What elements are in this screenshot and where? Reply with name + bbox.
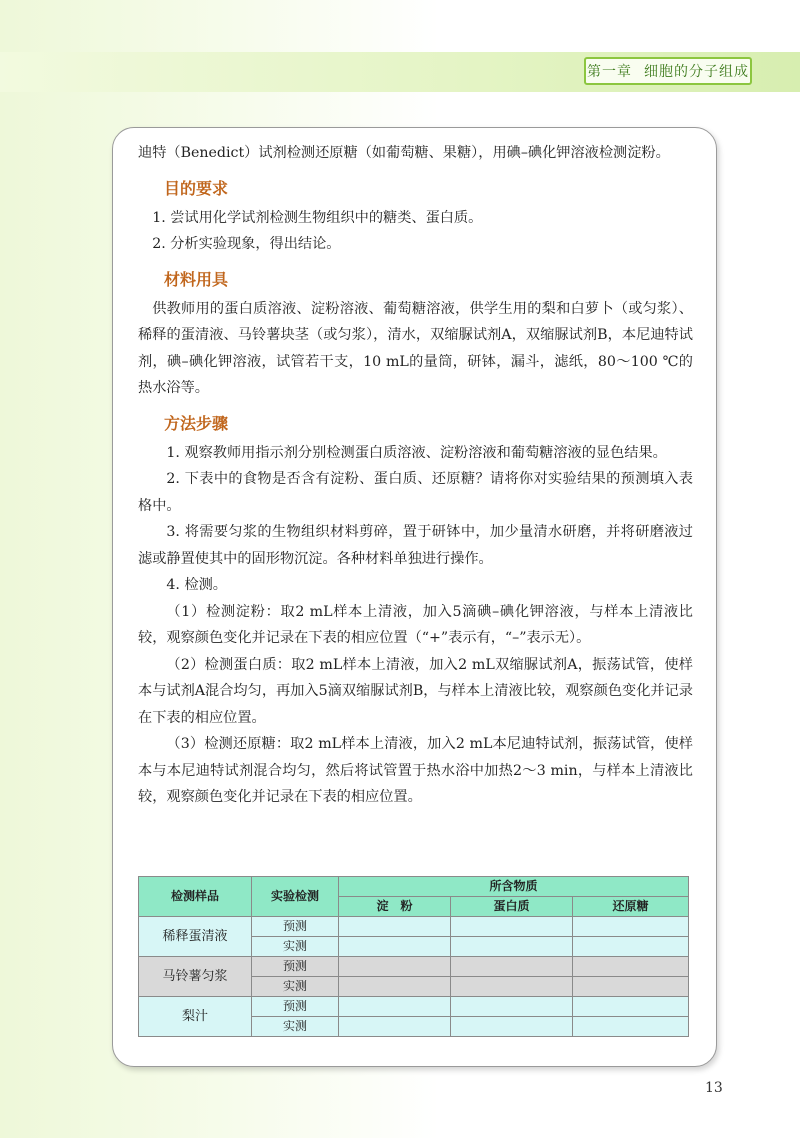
- sample-name: 梨汁: [139, 997, 252, 1037]
- check-type: 实测: [252, 1017, 339, 1037]
- goal-item: 1. 尝试用化学试剂检测生物组织中的糖类、蛋白质。: [152, 209, 483, 226]
- intro-paragraph: 迪特（Benedict）试剂检测还原糖（如葡萄糖、果糖），用碘–碘化钾溶液检测淀粉。: [138, 145, 670, 161]
- header-test: 实验检测: [252, 877, 339, 917]
- result-cell[interactable]: [451, 917, 573, 937]
- check-type: 实测: [252, 977, 339, 997]
- result-cell[interactable]: [451, 997, 573, 1017]
- result-cell[interactable]: [573, 917, 689, 937]
- materials-paragraph: 供教师用的蛋白质溶液、淀粉溶液、葡萄糖溶液，供学生用的梨和白萝卜（或匀浆）、稀释的蛋清液、马铃薯块茎（或匀浆），清水，双缩脲试剂A，双缩脲试剂B，本尼迪特试剂，碘–碘化钾溶液，试管若干支，10 mL的量筒，研钵，漏斗，滤纸，80～100 ℃的热水浴等。: [138, 300, 693, 396]
- result-cell[interactable]: [339, 977, 451, 997]
- check-type: 实测: [252, 937, 339, 957]
- main-text: [138, 140, 693, 811]
- result-cell[interactable]: [339, 997, 451, 1017]
- goals-heading: 目的要求: [164, 178, 229, 198]
- result-cell[interactable]: [339, 1017, 451, 1037]
- table-row: [139, 957, 689, 977]
- header-starch: 淀 粉: [339, 897, 451, 917]
- page-number: 13: [705, 1080, 723, 1096]
- method-substep: （3）检测还原糖：取2 mL样本上清液，加入2 mL本尼迪特试剂，振荡试管，使样本与本尼迪特试剂混合均匀，然后将试管置于热水浴中加热2～3 min，与样本上清液比较，观察颜色变化并记录在下表的相应位置。: [138, 736, 693, 805]
- chapter-title: 细胞的分子组成: [644, 64, 749, 80]
- result-cell[interactable]: [339, 937, 451, 957]
- result-cell[interactable]: [573, 957, 689, 977]
- method-step: 2. 下表中的食物是否含有淀粉、蛋白质、还原糖？请将你对实验结果的预测填入表格中。: [138, 471, 693, 514]
- result-cell[interactable]: [451, 957, 573, 977]
- header-protein: 蛋白质: [451, 897, 573, 917]
- chapter-number: 第一章: [587, 64, 632, 80]
- materials-heading: 材料用具: [164, 269, 229, 289]
- result-cell[interactable]: [573, 1017, 689, 1037]
- result-cell[interactable]: [451, 977, 573, 997]
- method-substep: （1）检测淀粉：取2 mL样本上清液，加入5滴碘–碘化钾溶液，与样本上清液比较，观察颜色变化并记录在下表的相应位置（“+”表示有，“–”表示无）。: [138, 603, 693, 646]
- method-substep: （2）检测蛋白质：取2 mL样本上清液，加入2 mL双缩脲试剂A，振荡试管，使样本与试剂A混合均匀，再加入5滴双缩脲试剂B，与样本上清液比较，观察颜色变化并记录在下表的相应位置。: [138, 656, 693, 726]
- goal-item: 2. 分析实验现象，得出结论。: [152, 236, 341, 252]
- method-step: 3. 将需要匀浆的生物组织材料剪碎，置于研钵中，加少量清水研磨，并将研磨液过滤或静置使其中的固形物沉淀。各种材料单独进行操作。: [138, 524, 693, 567]
- check-type: 预测: [252, 957, 339, 977]
- check-type: 预测: [252, 997, 339, 1017]
- chapter-label: [584, 57, 752, 85]
- result-cell[interactable]: [573, 977, 689, 997]
- result-cell[interactable]: [573, 997, 689, 1017]
- result-cell[interactable]: [339, 917, 451, 937]
- result-cell[interactable]: [573, 937, 689, 957]
- check-type: 预测: [252, 917, 339, 937]
- method-step: 1. 观察教师用指示剂分别检测蛋白质溶液、淀粉溶液和葡萄糖溶液的显色结果。: [166, 444, 667, 461]
- result-cell[interactable]: [451, 1017, 573, 1037]
- header-substances-group: 所含物质: [339, 877, 689, 897]
- results-table: [138, 876, 689, 1037]
- sample-name: 稀释蛋清液: [139, 917, 252, 957]
- sample-name: 马铃薯匀浆: [139, 957, 252, 997]
- result-cell[interactable]: [339, 957, 451, 977]
- result-cell[interactable]: [451, 937, 573, 957]
- table-row: [139, 917, 689, 937]
- methods-heading: 方法步骤: [164, 413, 229, 433]
- header-reducing-sugar: 还原糖: [573, 897, 689, 917]
- header-sample: 检测样品: [139, 877, 252, 917]
- table-row: [139, 997, 689, 1017]
- method-step: 4. 检测。: [166, 577, 227, 593]
